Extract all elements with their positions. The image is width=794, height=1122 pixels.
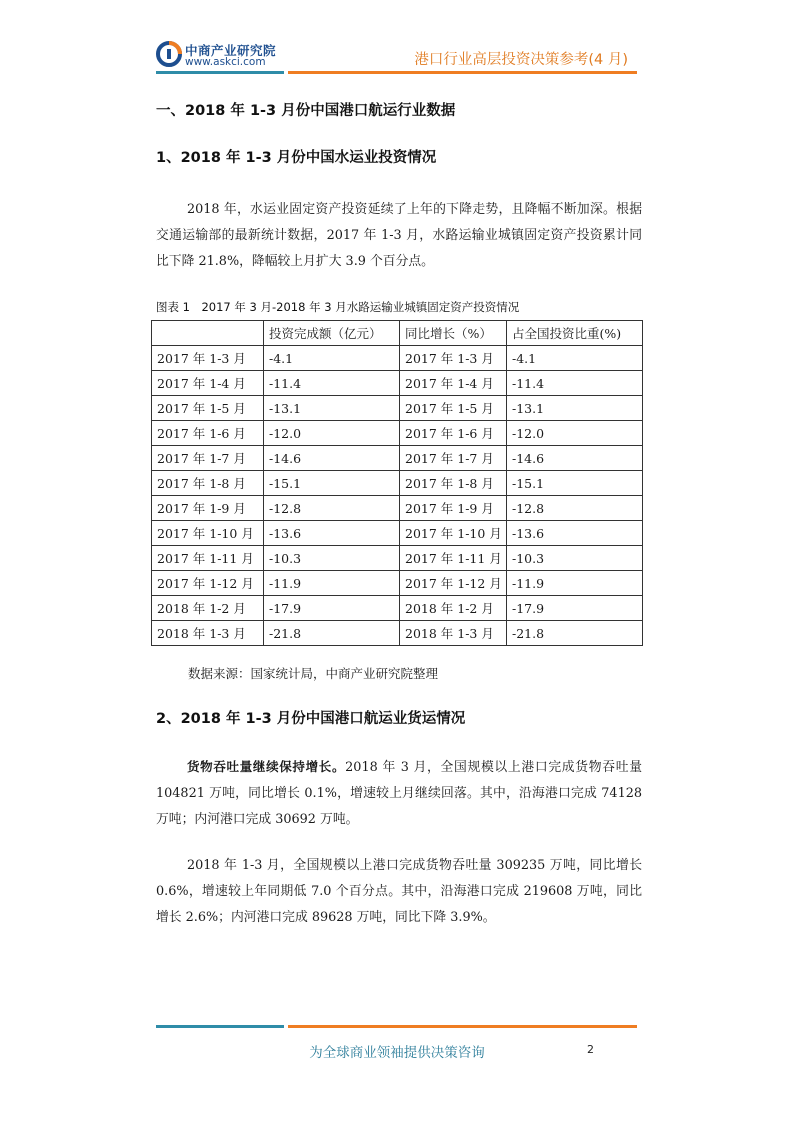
table-header-cell: 占全国投资比重(%)	[507, 321, 643, 346]
table-row	[152, 421, 643, 446]
table-cell: 2017 年 1-3 月	[152, 346, 264, 371]
table-cell: -15.1	[507, 471, 643, 496]
table-cell: 2018 年 1-2 月	[152, 596, 264, 621]
header-rule-blue	[156, 71, 284, 74]
table-header-cell	[152, 321, 264, 346]
page-number: 2	[587, 1043, 594, 1056]
table-row	[152, 396, 643, 421]
table-row	[152, 446, 643, 471]
table-cell: 2017 年 1-10 月	[152, 521, 264, 546]
table-header-row	[152, 321, 643, 346]
table-cell: -13.1	[507, 396, 643, 421]
table-row	[152, 546, 643, 571]
table-cell: -14.6	[264, 446, 400, 471]
table-cell: -11.4	[507, 371, 643, 396]
paragraph-throughput-march	[156, 754, 642, 833]
table-cell: 2017 年 1-10 月	[400, 521, 507, 546]
subsection-heading-2: 2、2018 年 1-3 月份中国港口航运业货运情况	[156, 711, 466, 727]
table-cell: -12.8	[264, 496, 400, 521]
table-cell: -15.1	[264, 471, 400, 496]
table-cell: 2017 年 1-3 月	[400, 346, 507, 371]
table-row	[152, 571, 643, 596]
table-cell: 2018 年 1-2 月	[400, 596, 507, 621]
table-cell: -4.1	[507, 346, 643, 371]
table-cell: -4.1	[264, 346, 400, 371]
table-cell: -10.3	[507, 546, 643, 571]
footer-slogan: 为全球商业领袖提供决策咨询	[309, 1045, 485, 1061]
table-cell: -21.8	[507, 621, 643, 646]
table-cell: -17.9	[264, 596, 400, 621]
subsection-heading-1: 1、2018 年 1-3 月份中国水运业投资情况	[156, 150, 437, 166]
table-cell: 2017 年 1-8 月	[152, 471, 264, 496]
table-cell: 2017 年 1-8 月	[400, 471, 507, 496]
header-title: 港口行业高层投资决策参考(4 月)	[414, 52, 628, 68]
table-cell: -14.6	[507, 446, 643, 471]
table-header-cell: 投资完成额（亿元）	[264, 321, 400, 346]
paragraph-body: 2018 年 3 月，全国规模以上港口完成货物吞吐量 104821 万吨，同比增长 0.1%，增速较上月继续回落。其中，沿海港口完成 74128 万吨；内河港口完成 30692 万吨。	[156, 760, 642, 827]
table-cell: -11.9	[264, 571, 400, 596]
logo-mark-icon	[156, 41, 182, 67]
table-cell: -11.4	[264, 371, 400, 396]
logo-website: www.askci.com	[185, 56, 266, 68]
table-cell: -13.1	[264, 396, 400, 421]
table-cell: 2017 年 1-7 月	[400, 446, 507, 471]
table-cell: 2017 年 1-11 月	[400, 546, 507, 571]
table-cell: 2017 年 1-11 月	[152, 546, 264, 571]
table-caption: 图表 1 2017 年 3 月-2018 年 3 月水路运输业城镇固定资产投资情况	[156, 300, 520, 314]
section-heading: 一、2018 年 1-3 月份中国港口航运行业数据	[156, 103, 456, 119]
table-cell: 2018 年 1-3 月	[400, 621, 507, 646]
logo-company-name: 中商产业研究院	[185, 43, 277, 58]
table-cell: 2017 年 1-9 月	[400, 496, 507, 521]
table-cell: 2018 年 1-3 月	[152, 621, 264, 646]
table-cell: -17.9	[507, 596, 643, 621]
table-row	[152, 621, 643, 646]
table-row	[152, 596, 643, 621]
table-cell: 2017 年 1-5 月	[400, 396, 507, 421]
table-row	[152, 371, 643, 396]
table-row	[152, 521, 643, 546]
paragraph-investment: 2018 年，水运业固定资产投资延续了上年的下降走势，且降幅不断加深。根据交通运输部的最新统计数据，2017 年 1-3 月，水路运输业城镇固定资产投资累计同比下降 21.8%，降幅较上月扩大 3.9 个百分点。	[156, 202, 642, 269]
table-cell: -21.8	[264, 621, 400, 646]
footer-rule-orange	[288, 1025, 637, 1028]
table-cell: 2017 年 1-12 月	[400, 571, 507, 596]
footer-rule-blue	[156, 1025, 284, 1028]
table-cell: 2017 年 1-7 月	[152, 446, 264, 471]
table-header-cell: 同比增长（%）	[400, 321, 507, 346]
table-cell: 2017 年 1-9 月	[152, 496, 264, 521]
data-source-note: 数据来源：国家统计局，中商产业研究院整理	[188, 666, 439, 681]
table-row	[152, 471, 643, 496]
investment-table	[151, 320, 643, 646]
table-cell: -12.8	[507, 496, 643, 521]
company-logo	[156, 40, 276, 72]
table-cell: -12.0	[507, 421, 643, 446]
table-cell: -13.6	[507, 521, 643, 546]
table-row	[152, 346, 643, 371]
table-cell: 2017 年 1-5 月	[152, 396, 264, 421]
table-cell: 2017 年 1-12 月	[152, 571, 264, 596]
paragraph-throughput-q1: 2018 年 1-3 月，全国规模以上港口完成货物吞吐量 309235 万吨，同比增长 0.6%，增速较上年同期低 7.0 个百分点。其中，沿海港口完成 219608 万吨，同比增长 2.6%；内河港口完成 89628 万吨，同比下降 3.9%。	[156, 858, 642, 925]
table-row	[152, 496, 643, 521]
header-rule-orange	[288, 71, 637, 74]
table-cell: 2017 年 1-6 月	[400, 421, 507, 446]
table-cell: 2017 年 1-6 月	[152, 421, 264, 446]
table-cell: -13.6	[264, 521, 400, 546]
paragraph-lead-bold: 货物吞吐量继续保持增长。	[187, 759, 346, 774]
table-cell: -10.3	[264, 546, 400, 571]
table-cell: -12.0	[264, 421, 400, 446]
table-cell: -11.9	[507, 571, 643, 596]
table-cell: 2017 年 1-4 月	[152, 371, 264, 396]
table-cell: 2017 年 1-4 月	[400, 371, 507, 396]
